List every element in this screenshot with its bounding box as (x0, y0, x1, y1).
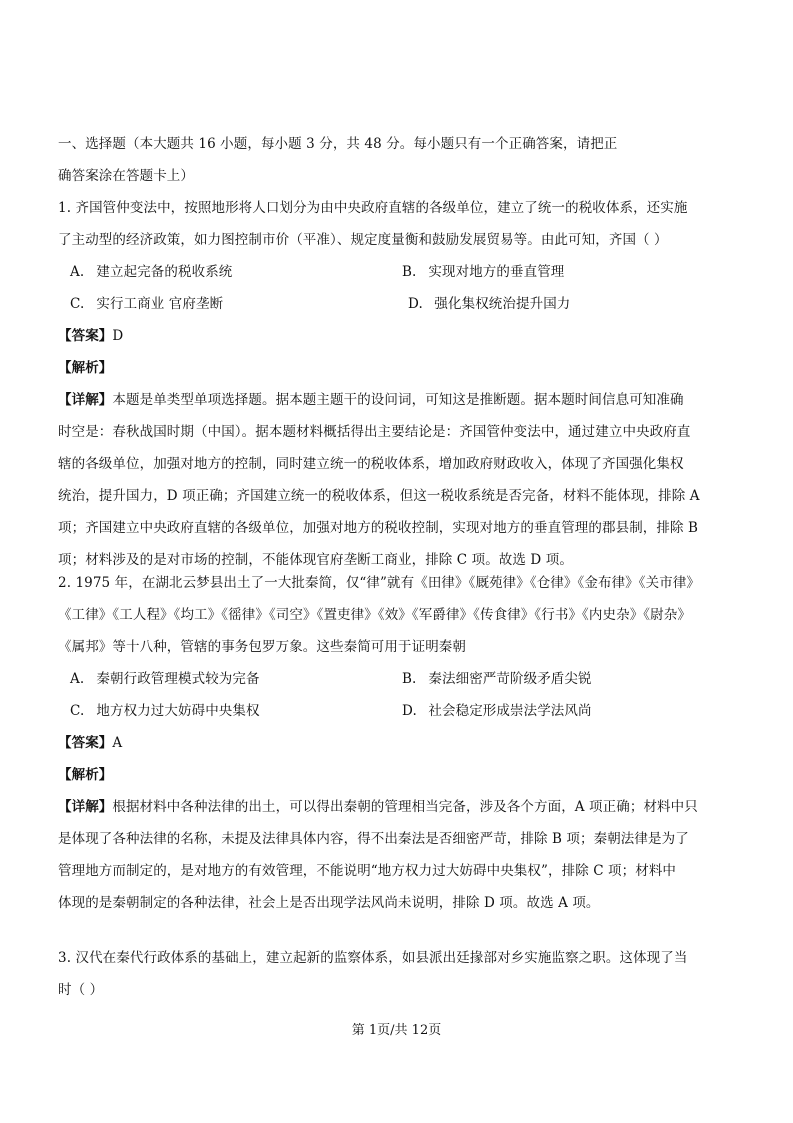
question-2-detail-line-2: 是体现了各种法律的名称，未提及法律具体内容，得不出秦法是否细密严苛，排除 B 项；秦朝法律是为了 (58, 831, 689, 847)
option-text: 实行工商业 官府垄断 (96, 296, 224, 312)
detail-text: 本题是单类型单项选择题。据本题主题干的设问词，可知这是推断题。据本题时间信息可知准确 (112, 392, 684, 408)
question-1-option-d[interactable] (408, 288, 570, 320)
question-1-answer (58, 320, 758, 352)
question-2-detail-line-4: 体现的是秦朝制定的各种法律，社会上是否出现学法风尚未说明，排除 D 项。故选 A 项。 (58, 895, 600, 911)
option-letter: D. (408, 296, 423, 312)
question-1-detail-line-1 (58, 384, 758, 416)
question-2-option-d[interactable] (402, 695, 592, 727)
question-3 (58, 942, 758, 1006)
detail-text: 根据材料中各种法律的出土，可以得出秦朝的管理相当完备，涉及各个方面，A 项正确；材料中只 (112, 799, 698, 815)
question-1-stem-line-1: 1. 齐国管仲变法中，按照地形将人口划分为由中央政府直辖的各级单位，建立了统一的税收体系，还实施 (58, 200, 688, 216)
option-letter: C. (70, 703, 85, 719)
option-text: 社会稳定形成崇法学法风尚 (428, 703, 592, 719)
question-1-option-a[interactable] (70, 256, 232, 288)
question-2-stem-line-1: 2. 1975 年，在湖北云梦县出土了一大批秦简，仅“律”就有《田律》《厩苑律》《仓律》《金布律》《关市律》 (58, 575, 701, 591)
section-heading-line-1: 一、选择题（本大题共 16 小题，每小题 3 分，共 48 分。每小题只有一个正确答案，请把正 (58, 136, 618, 152)
detail-tag: 【详解】 (58, 799, 113, 815)
question-1 (58, 192, 758, 576)
answer-value: A (112, 735, 123, 751)
page-footer: 第 1页/共 12页 (351, 1023, 442, 1038)
question-3-stem-line-1: 3. 汉代在秦代行政体系的基础上，建立起新的监察体系，如县派出廷掾部对乡实施监察之职。这体现了当 (58, 950, 688, 966)
analysis-tag: 【解析】 (58, 360, 113, 376)
answer-value: D (112, 328, 124, 344)
question-2-options-row-1 (58, 663, 758, 695)
detail-tag: 【详解】 (58, 392, 113, 408)
option-text: 建立起完备的税收系统 (96, 264, 233, 280)
analysis-tag: 【解析】 (58, 767, 113, 783)
question-2-detail-line-3: 管理地方而制定的，是对地方的有效管理，不能说明“地方权力过大妨碍中央集权”，排除 C 项；材料中 (58, 863, 677, 879)
question-2-option-b[interactable] (402, 663, 592, 695)
option-letter: B. (402, 671, 417, 687)
question-1-option-c[interactable] (70, 288, 223, 320)
question-2-answer (58, 727, 758, 759)
question-2-option-a[interactable] (70, 663, 260, 695)
question-2-stem-line-3: 《属邦》等十八种，管辖的事务包罗万象。这些秦简可用于证明秦朝 (58, 639, 466, 655)
question-2 (58, 567, 758, 919)
option-letter: B. (402, 264, 417, 280)
question-1-detail-line-6: 项；材料涉及的是对市场的控制，不能体现官府垄断工商业，排除 C 项。故选 D 项。 (58, 552, 573, 568)
option-letter: C. (70, 296, 85, 312)
question-1-options-row-2 (58, 288, 758, 320)
section-heading-line-2: 确答案涂在答题卡上） (58, 168, 194, 184)
section-heading (58, 128, 758, 192)
option-text: 实现对地方的垂直管理 (428, 264, 565, 280)
option-text: 秦法细密严苛阶级矛盾尖锐 (428, 671, 592, 687)
question-1-stem-line-2: 了主动型的经济政策，如力图控制市价（平准）、规定度量衡和鼓励发展贸易等。由此可知，齐国（ ） (58, 232, 668, 248)
option-text: 地方权力过大妨碍中央集权 (96, 703, 260, 719)
option-text: 秦朝行政管理模式较为完备 (96, 671, 260, 687)
question-1-detail-line-3: 辖的各级单位，加强对地方的控制，同时建立统一的税收体系，增加政府财政收入，体现了齐国强化集权 (58, 456, 684, 472)
answer-tag: 【答案】 (58, 735, 113, 751)
question-1-options-row-1 (58, 256, 758, 288)
question-2-options-row-2 (58, 695, 758, 727)
question-1-detail-line-4: 统治，提升国力，D 项正确；齐国建立统一的税收体系，但这一税收系统是否完备，材料不能体现，排除 A (58, 488, 700, 504)
answer-tag: 【答案】 (58, 328, 113, 344)
question-2-stem-line-2: 《工律》《工人程》《均工》《徭律》《司空》《置吏律》《效》《军爵律》《传食律》《行书》《内史杂》《尉杂》 (58, 607, 691, 623)
question-1-detail-line-5: 项；齐国建立中央政府直辖的各级单位，加强对地方的税收控制，实现对地方的垂直管理的郡县制，排除 B (58, 520, 699, 536)
question-1-detail-line-2: 时空是：春秋战国时期（中国）。据本题材料概括得出主要结论是：齐国管仲变法中，通过建立中央政府直 (58, 424, 691, 440)
question-2-detail-line-1 (58, 791, 758, 823)
question-1-analysis (58, 352, 758, 384)
question-2-analysis (58, 759, 758, 791)
question-3-stem-line-2: 时（ ） (58, 982, 104, 998)
option-letter: A. (70, 264, 85, 280)
option-text: 强化集权统治提升国力 (434, 296, 571, 312)
option-letter: A. (70, 671, 85, 687)
question-1-option-b[interactable] (402, 256, 564, 288)
question-2-option-c[interactable] (70, 695, 260, 727)
option-letter: D. (402, 703, 417, 719)
